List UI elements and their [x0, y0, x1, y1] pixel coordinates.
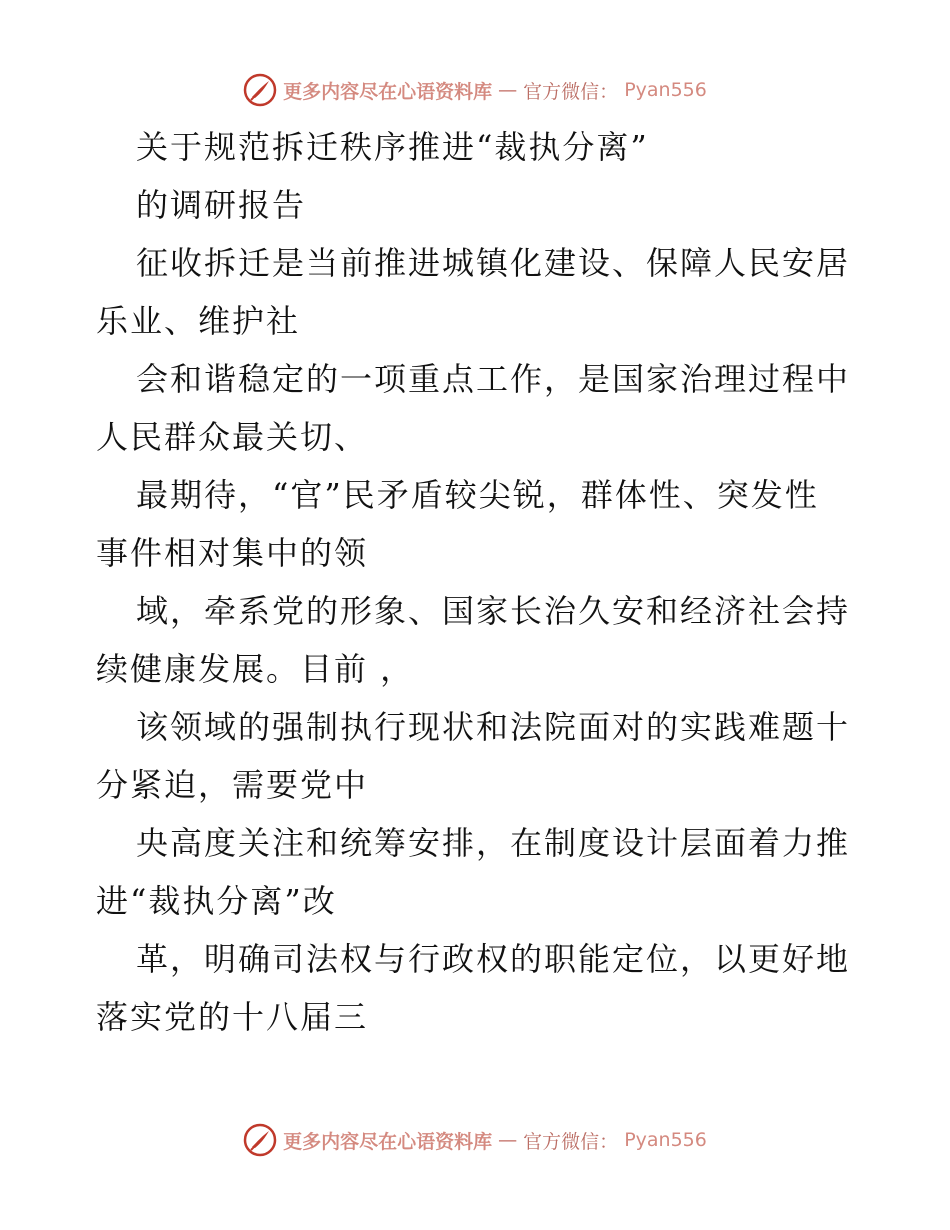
watermark-wechat-id: Pyan556	[624, 79, 707, 101]
document-text-line: 事件相对集中的领	[96, 534, 369, 572]
document-text-line: 分紧迫，需要党中	[96, 766, 369, 804]
document-title-line-2: 的调研报告	[136, 186, 307, 224]
document-text-line: 征收拆迁是当前推进城镇化建设、保障人民安居	[136, 244, 851, 282]
document-text-line: 乐业、维护社	[96, 302, 301, 340]
watermark-brand: 更多内容尽在心语资料库	[283, 80, 493, 103]
watermark-official-label: 官方微信：	[523, 1130, 619, 1153]
document-paragraphs	[96, 234, 866, 1046]
document-body	[96, 118, 866, 1046]
watermark-official-label: 官方微信：	[523, 80, 619, 103]
document-text-line: 该领域的强制执行现状和法院面对的实践难题十	[136, 708, 851, 746]
document-text-line: 域，牵系党的形象、国家长治久安和经济社会持	[136, 592, 851, 630]
document-text-line: 人民群众最关切、	[96, 418, 369, 456]
quill-logo-icon	[243, 1123, 277, 1157]
document-text-line: 会和谐稳定的一项重点工作，是国家治理过程中	[136, 360, 851, 398]
watermark-dash: —	[498, 79, 518, 101]
watermark-wechat-id: Pyan556	[624, 1129, 707, 1151]
quill-logo-icon	[243, 73, 277, 107]
header-watermark	[0, 72, 950, 108]
document-text-line: 革，明确司法权与行政权的职能定位，以更好地	[136, 940, 851, 978]
document-text-line: 落实党的十八届三	[96, 998, 369, 1036]
document-text-line: 最期待，“官”民矛盾较尖锐，群体性、突发性	[136, 476, 819, 514]
document-text-line: 央高度关注和统筹安排，在制度设计层面着力推	[136, 824, 851, 862]
footer-watermark	[0, 1122, 950, 1158]
document-title-line-1: 关于规范拆迁秩序推进“裁执分离”	[136, 128, 649, 166]
document-text-line: 进“裁执分离”改	[96, 882, 337, 920]
watermark-dash: —	[498, 1129, 518, 1151]
watermark-brand: 更多内容尽在心语资料库	[283, 1130, 493, 1153]
document-text-line: 续健康发展。目前 ，	[96, 650, 415, 688]
